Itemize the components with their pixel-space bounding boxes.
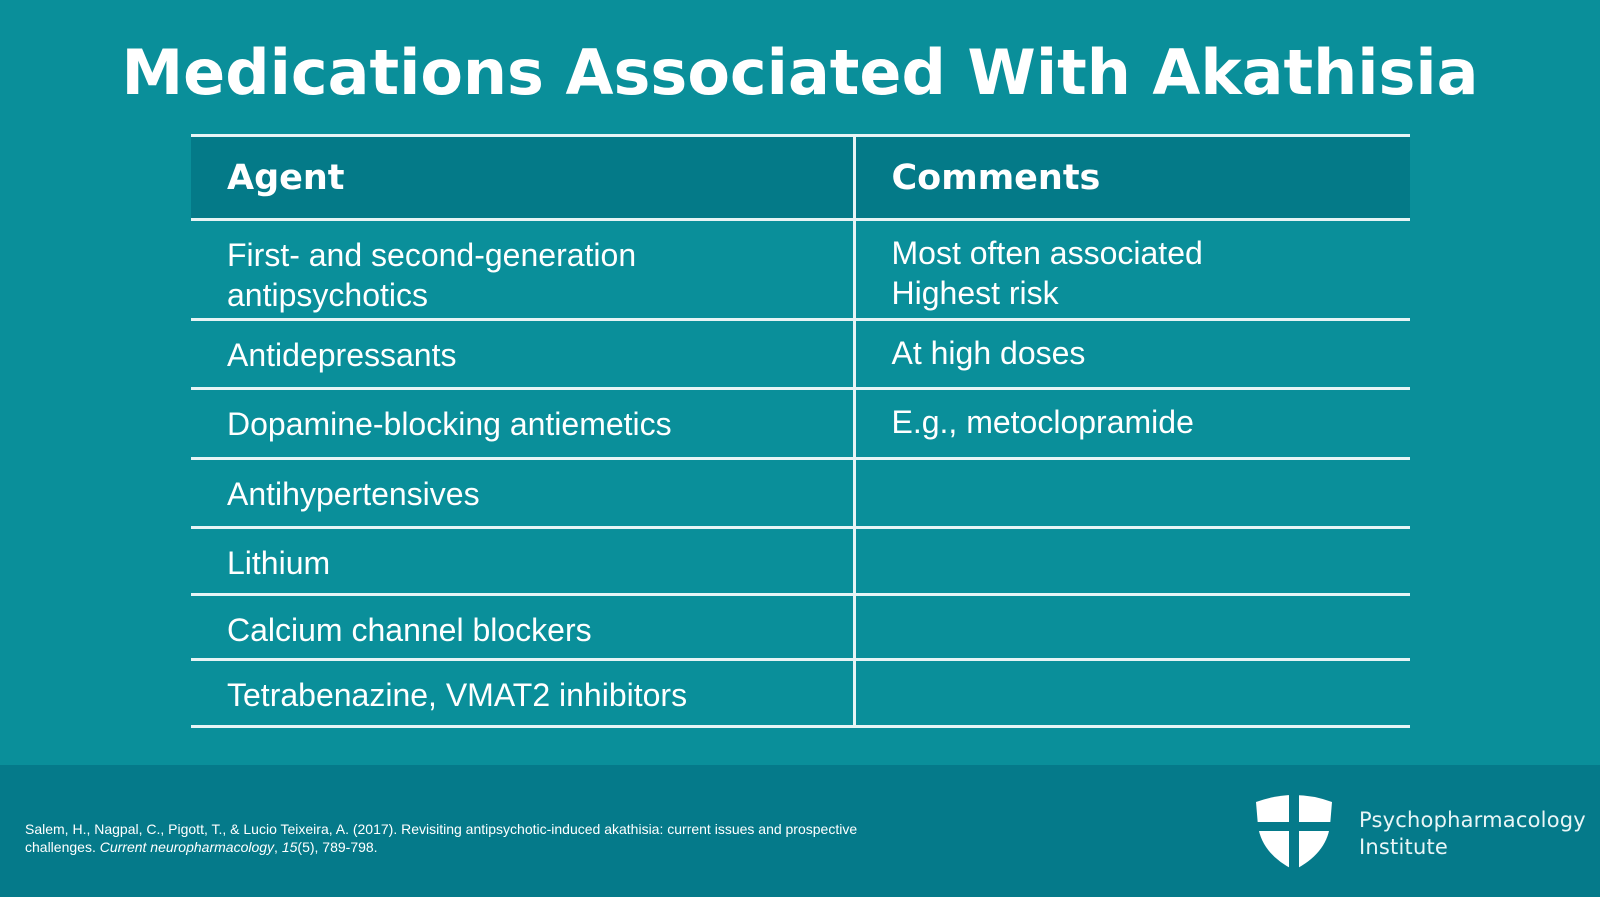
table-row <box>191 220 1410 320</box>
brand-line: Institute <box>1359 835 1449 859</box>
agent-cell <box>191 220 854 320</box>
comment-cell <box>854 528 1410 595</box>
footer-band <box>0 765 1600 899</box>
comment-text-line: At high doses <box>891 335 1086 371</box>
agent-text-line: antipsychotics <box>227 277 428 313</box>
agent-cell <box>191 389 854 459</box>
comment-cell <box>854 660 1410 727</box>
agent-cell <box>191 595 854 660</box>
header-comments: Comments <box>854 136 1410 220</box>
comment-text-line: Most often associated <box>891 235 1203 271</box>
table-header-row <box>191 136 1410 220</box>
shield-cross-icon <box>1253 792 1335 872</box>
agent-text-line: Dopamine-blocking antiemetics <box>227 406 672 442</box>
citation-text: Salem, H., Nagpal, C., Pigott, T., & Lucio Teixeira, A. (2017). Revisiting antipsychotic-induced akathisia: current issues and prospective challenges. <box>25 821 858 855</box>
comment-cell <box>854 595 1410 660</box>
brand-line: Psychopharmacology <box>1359 808 1586 832</box>
agent-cell <box>191 660 854 727</box>
table-row <box>191 320 1410 389</box>
brand-name <box>1359 807 1586 861</box>
table-row <box>191 660 1410 727</box>
agent-cell <box>191 528 854 595</box>
citation-separator: , <box>274 839 282 855</box>
comment-cell <box>854 220 1410 320</box>
header-agent: Agent <box>191 136 854 220</box>
comment-cell <box>854 389 1410 459</box>
agent-text-line: Antihypertensives <box>227 476 480 512</box>
table-row <box>191 389 1410 459</box>
table-row <box>191 528 1410 595</box>
agent-cell <box>191 459 854 528</box>
table-row <box>191 459 1410 528</box>
medications-table <box>191 134 1410 728</box>
citation <box>25 820 925 856</box>
citation-issue-pages: (5), 789-798. <box>297 839 378 855</box>
agent-text-line: Calcium channel blockers <box>227 612 592 648</box>
citation-volume: 15 <box>281 839 298 855</box>
table-row <box>191 595 1410 660</box>
agent-text-line: First- and second-generation <box>227 237 637 273</box>
agent-cell <box>191 320 854 389</box>
agent-text-line: Lithium <box>227 545 331 581</box>
citation-journal: Current neuropharmacology <box>99 839 275 855</box>
comment-cell <box>854 320 1410 389</box>
comment-text-line: Highest risk <box>891 275 1059 311</box>
comment-text-line: E.g., metoclopramide <box>891 404 1194 440</box>
agent-text-line: Tetrabenazine, VMAT2 inhibitors <box>227 677 688 713</box>
slide-title: Medications Associated With Akathisia <box>121 36 1479 109</box>
comment-cell <box>854 459 1410 528</box>
agent-text-line: Antidepressants <box>227 337 457 373</box>
